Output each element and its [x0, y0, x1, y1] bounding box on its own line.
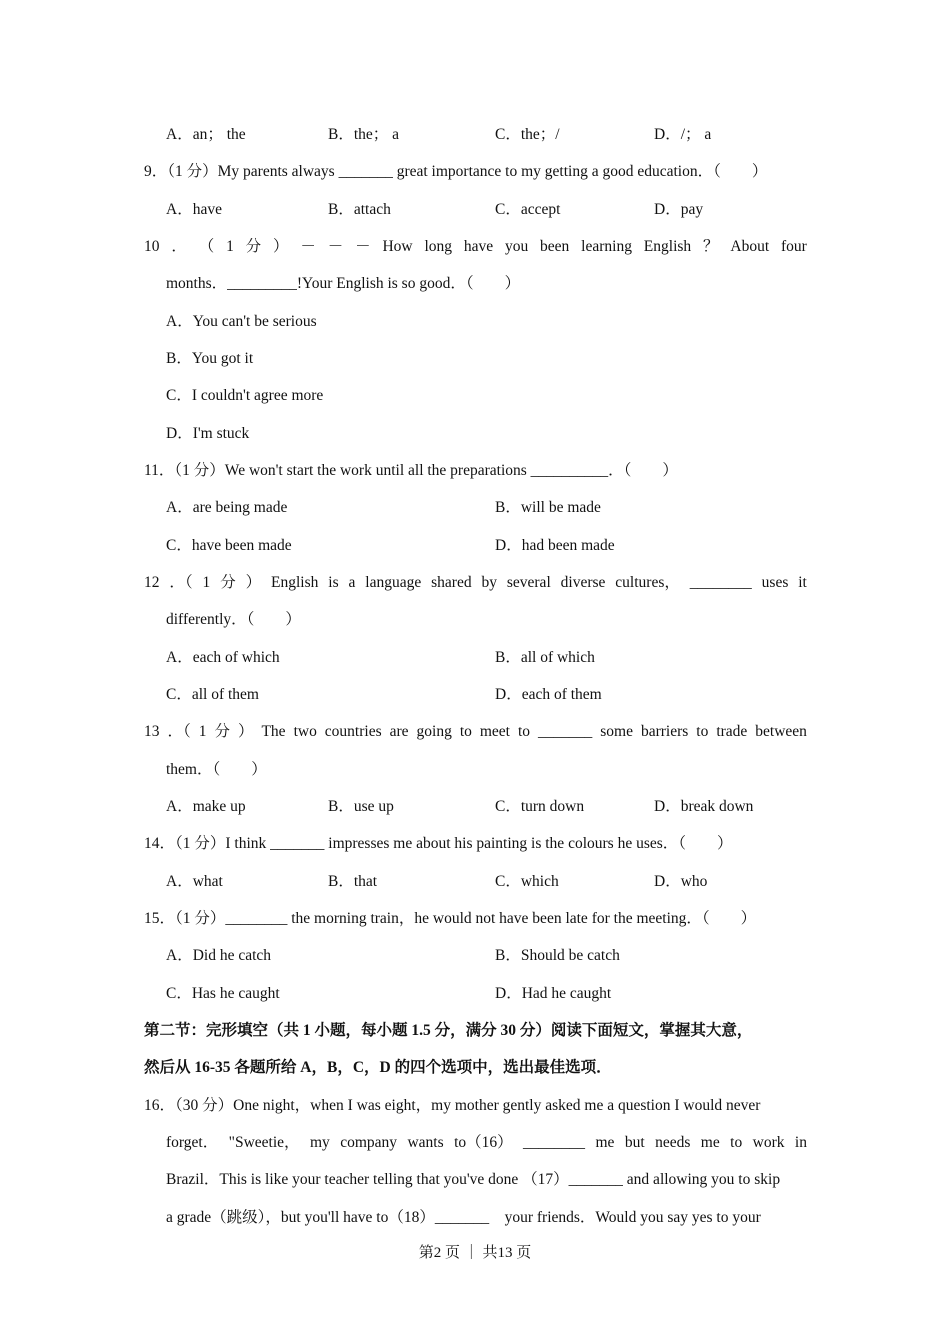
q11-option-a: A．are being made [166, 499, 288, 516]
q9-option-c: C．accept [495, 201, 561, 218]
word: 1 [198, 723, 207, 740]
word: 1 [202, 574, 211, 591]
word: ．（ [167, 723, 191, 740]
q14-option-c: C．which [495, 873, 559, 890]
q8-option-d: D．/； a [654, 126, 712, 143]
word: 1 [226, 238, 234, 255]
word: English [271, 574, 319, 591]
q9-option-b: B．attach [328, 201, 391, 218]
word: me [595, 1134, 615, 1151]
word: between [755, 723, 807, 740]
q12-option-b: B．all of which [495, 649, 595, 666]
word: 12 [144, 574, 160, 591]
word: 分 [214, 723, 230, 740]
word: "Sweetie， [228, 1134, 300, 1151]
word: trade [716, 723, 748, 740]
q10-option-a: A．You can't be serious [166, 313, 317, 330]
word: shared [431, 574, 472, 591]
q13-stem-line1 [144, 722, 807, 742]
q14-option-d: D．who [654, 873, 708, 890]
word: How [382, 238, 413, 255]
q10-option-c: C．I couldn't agree more [166, 387, 324, 404]
q8-option-c: C．the；/ [495, 126, 560, 143]
q14-option-a: A．what [166, 873, 223, 890]
word: English [643, 238, 692, 255]
word: is [328, 574, 339, 591]
q16-passage-line3: Brazil．This is like your teacher telling that you've done （17）_______ and allowing you to skip [166, 1171, 781, 1188]
word: company [340, 1134, 398, 1151]
word: The [261, 723, 286, 740]
q13-stem-line2: them．（ ） [166, 761, 267, 778]
word: to [517, 723, 531, 740]
q16-passage-line2 [166, 1133, 807, 1153]
q13-option-a: A．make up [166, 798, 246, 815]
word: ． [171, 238, 187, 255]
word: but [624, 1134, 645, 1151]
word: meet [479, 723, 510, 740]
word: needs [655, 1134, 691, 1151]
q10-stem-line2: months．_________!Your English is so good．（ ） [166, 275, 521, 292]
q15-option-d: D．Had he caught [495, 985, 612, 1002]
q12-stem-line2: differently．（ ） [166, 611, 301, 628]
word: ________ [689, 574, 752, 591]
q11-stem: 11．（1 分）We won't start the work until all the preparations __________．（ ） [144, 462, 678, 479]
word: barriers [640, 723, 689, 740]
word: － [327, 238, 344, 255]
word: （ [198, 238, 215, 255]
word: in [794, 1134, 807, 1151]
q11-option-c: C．have been made [166, 537, 292, 554]
word: work [752, 1134, 785, 1151]
q16-passage-line1: 16．（30 分）One night，when I was eight，my mother gently asked me a question I would never [144, 1097, 761, 1114]
word: me [700, 1134, 720, 1151]
word: to [459, 723, 472, 740]
word: learning [581, 238, 632, 255]
word: four [780, 238, 807, 255]
word: several [506, 574, 551, 591]
section-heading-line2: 然后从 16-35 各题所给 A，B，C，D 的四个选项中，选出最佳选项． [144, 1059, 612, 1076]
word: － [300, 238, 316, 255]
q10-stem-line1 [144, 237, 807, 257]
section-heading-line1: 第二节：完形填空（共 1 小题，每小题 1.5 分，满分 30 分）阅读下面短文，掌握其大意， [144, 1022, 753, 1039]
q11-option-d: D．had been made [495, 537, 615, 554]
q12-option-c: C．all of them [166, 686, 259, 703]
word: two [293, 723, 317, 740]
word: to（16） [454, 1134, 513, 1151]
q11-option-b: B．will be made [495, 499, 601, 516]
word: ？ [703, 238, 719, 255]
word: been [540, 238, 570, 255]
q15-option-c: C．Has he caught [166, 985, 280, 1002]
q8-option-b: B．the； a [328, 126, 400, 143]
word: language [365, 574, 422, 591]
word: 13 [144, 723, 160, 740]
q13-option-d: D．break down [654, 798, 754, 815]
word: some [600, 723, 633, 740]
page-footer: 第2 页 ｜ 共13 页 [418, 1245, 532, 1261]
q9-stem: 9．（1 分）My parents always _______ great importance to my getting a good education．（ ） [144, 163, 768, 180]
q10-option-b: B．You got it [166, 350, 254, 367]
word: to [730, 1134, 743, 1151]
word: going [416, 723, 452, 740]
word: 分 [245, 238, 262, 255]
word: cultures， [615, 574, 680, 591]
word: forget． [166, 1134, 219, 1151]
word: a [348, 574, 356, 591]
word: uses [761, 574, 789, 591]
q14-option-b: B．that [328, 873, 378, 890]
q15-option-a: A．Did he catch [166, 947, 272, 964]
q12-stem-line1 [144, 573, 807, 593]
q16-passage-line4: a grade（跳级），but you'll have to（18）_______ your friends．Would you say yes to your [166, 1209, 761, 1226]
word: ________ [523, 1134, 586, 1151]
word: 分 [220, 574, 236, 591]
word: my [309, 1134, 330, 1151]
word: ．（ [169, 574, 193, 591]
q9-option-d: D．pay [654, 201, 704, 218]
q14-stem: 14．（1 分）I think _______ impresses me about his painting is the colours he uses．（ ） [144, 835, 733, 852]
q13-option-c: C．turn down [495, 798, 585, 815]
word: to [696, 723, 709, 740]
word: have [463, 238, 494, 255]
q12-option-a: A．each of which [166, 649, 280, 666]
word: 10 [144, 238, 160, 255]
q9-option-a: A．have [166, 201, 222, 218]
q12-option-d: D．each of them [495, 686, 602, 703]
word: ） [273, 238, 289, 255]
word: by [481, 574, 497, 591]
word: wants [407, 1134, 444, 1151]
word: countries [324, 723, 382, 740]
word: diverse [560, 574, 606, 591]
word: ） [237, 723, 254, 740]
word: you [504, 238, 529, 255]
word: ） [245, 574, 262, 591]
word: long [424, 238, 452, 255]
q15-option-b: B．Should be catch [495, 947, 620, 964]
q13-option-b: B．use up [328, 798, 394, 815]
q10-option-d: D．I'm stuck [166, 425, 250, 442]
word: are [389, 723, 409, 740]
q8-option-a: A．an； the [166, 126, 246, 143]
q15-stem: 15．（1 分）________ the morning train，he would not have been late for the meeting．（ ） [144, 910, 757, 927]
word: － [355, 238, 371, 255]
word: About [730, 238, 770, 255]
word: it [798, 574, 807, 591]
word: _______ [538, 723, 593, 740]
